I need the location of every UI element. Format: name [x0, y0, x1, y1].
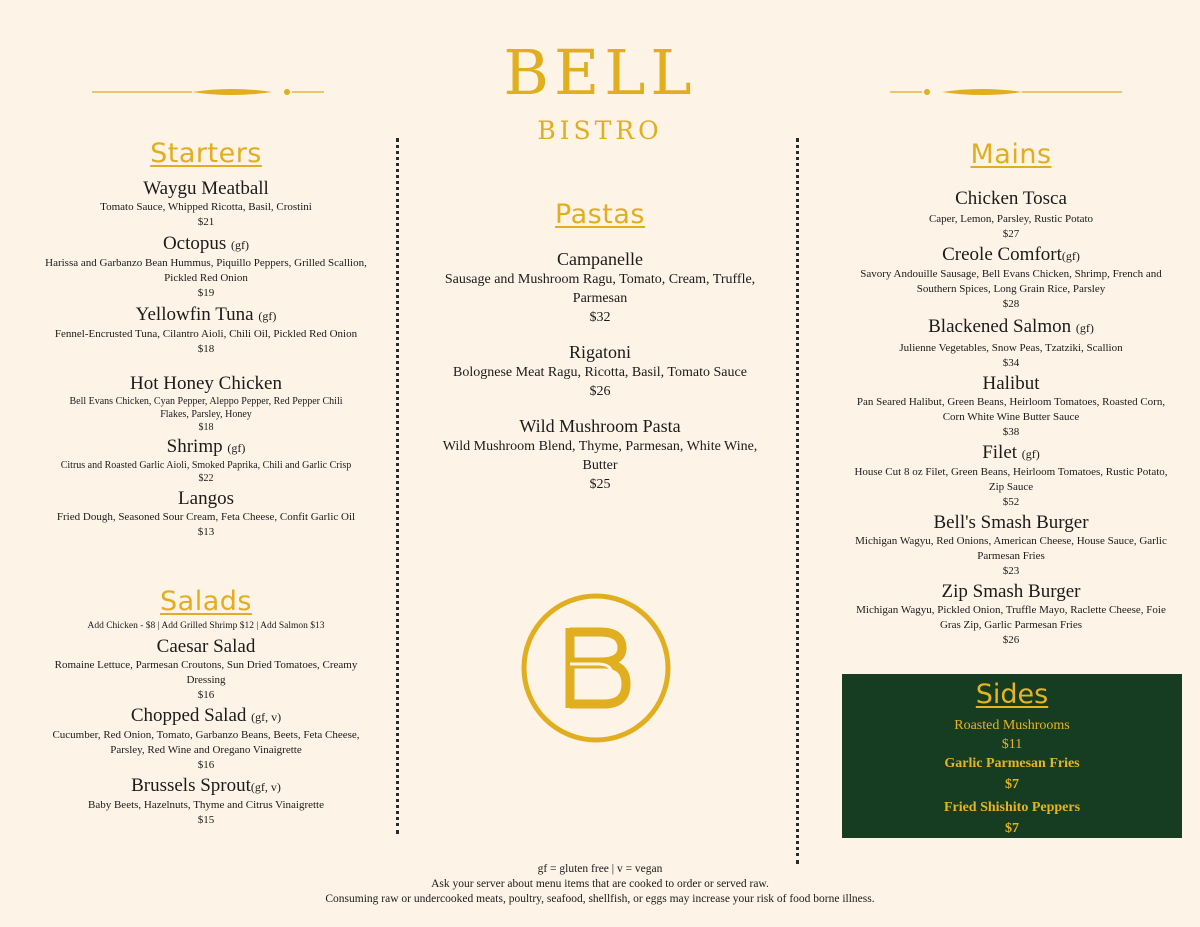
diet-tag: (gf, v): [250, 780, 281, 794]
item-description: Sausage and Mushroom Ragu, Tomato, Cream, Truffle, Parmesan: [444, 272, 756, 306]
item-price: $26: [1002, 634, 1020, 646]
menu-item: [846, 316, 1176, 371]
item-name: Wild Mushroom Pasta: [519, 416, 681, 436]
sides-heading: Sides: [975, 679, 1049, 710]
item-name: Caesar Salad: [156, 636, 256, 657]
menu-item: [846, 512, 1176, 579]
item-description: Wild Mushroom Blend, Thyme, Parmesan, White Wine, Butter: [442, 439, 758, 473]
item-description: Julienne Vegetables, Snow Peas, Tzatziki, Scallion: [899, 342, 1123, 354]
item-description: Baby Beets, Hazelnuts, Thyme and Citrus Vinaigrette: [88, 799, 324, 811]
menu-item: [40, 304, 372, 357]
item-name: Campanelle: [557, 249, 643, 269]
menu-item: [440, 248, 760, 327]
diet-tag: (gf, v): [251, 710, 282, 724]
mains-column: [846, 136, 1176, 648]
item-price: $26: [589, 384, 611, 399]
item-price: $23: [1002, 565, 1020, 577]
item-price: $19: [197, 287, 215, 299]
item-price: $16: [197, 689, 215, 701]
side-item: [842, 798, 1182, 838]
item-description: Bell Evans Chicken, Cyan Pepper, Aleppo Pepper, Red Pepper Chili Flakes, Parsley, Honey: [69, 396, 343, 420]
item-name: Bell's Smash Burger: [933, 512, 1089, 533]
item-name: Blackened Salmon: [928, 316, 1072, 337]
item-description: Citrus and Roasted Garlic Aioli, Smoked Paprika, Chili and Garlic Crisp: [60, 460, 352, 471]
menu-item: [846, 581, 1176, 648]
salad-addons: Add Chicken - $8 | Add Grilled Shrimp $12 | Add Salmon $13: [87, 621, 325, 631]
item-name: Filet: [982, 442, 1018, 463]
item-name: Yellowfin Tuna: [135, 304, 254, 325]
menu-item: [440, 415, 760, 494]
mains-heading: Mains: [970, 139, 1052, 170]
menu-item: [40, 775, 372, 828]
menu-footer: [200, 862, 1000, 907]
salads-heading: Salads: [160, 586, 252, 617]
side-item: [842, 716, 1182, 754]
item-name: Langos: [178, 488, 234, 509]
menu-item: [40, 436, 372, 485]
item-price: $13: [197, 526, 215, 538]
item-price: $18: [197, 343, 215, 355]
item-name: Brussels Sprout: [131, 775, 251, 796]
item-name: Octopus: [162, 233, 227, 254]
diet-tag: (gf): [1061, 249, 1080, 263]
ornament-right-icon: [890, 82, 1122, 102]
sides-panel: [842, 674, 1182, 838]
brand-name: BELL: [503, 36, 697, 109]
item-description: Michigan Wagyu, Red Onions, American Cheese, House Sauce, Garlic Parmesan Fries: [855, 535, 1167, 562]
side-price: $7: [1005, 777, 1019, 792]
menu-item: [40, 705, 372, 773]
item-description: Savory Andouille Sausage, Bell Evans Chicken, Shrimp, French and Southern Spices, Long Grain Rice, Parsley: [860, 268, 1162, 295]
item-name: Shrimp: [166, 436, 223, 457]
menu-item: [40, 178, 372, 230]
item-price: $34: [1002, 357, 1020, 369]
menu-item: [846, 188, 1176, 242]
pastas-column: [440, 196, 760, 494]
item-description: Fried Dough, Seasoned Sour Cream, Feta Cheese, Confit Garlic Oil: [56, 511, 356, 523]
item-name: Rigatoni: [569, 342, 631, 362]
column-divider-left: [396, 138, 399, 834]
item-description: Harissa and Garbanzo Bean Hummus, Piquillo Peppers, Grilled Scallion, Pickled Red Onion: [45, 257, 367, 284]
item-price: $32: [589, 310, 611, 325]
item-name: Halibut: [982, 373, 1040, 394]
item-description: Caper, Lemon, Parsley, Rustic Potato: [928, 213, 1094, 225]
item-name: Creole Comfort: [942, 244, 1062, 265]
item-price: $15: [197, 814, 215, 826]
side-name: Garlic Parmesan Fries: [944, 756, 1080, 771]
side-price: $7: [1005, 821, 1019, 836]
item-price: $38: [1002, 426, 1020, 438]
item-price: $52: [1002, 496, 1020, 508]
diet-tag: (gf): [1075, 321, 1094, 335]
item-price: $18: [198, 422, 214, 433]
brand-subtitle: BISTRO: [537, 116, 663, 145]
side-item: [842, 754, 1182, 794]
side-name: Fried Shishito Peppers: [943, 800, 1081, 815]
bistro-logo-icon: [518, 590, 674, 746]
diet-tag: (gf): [227, 441, 246, 455]
item-description: Michigan Wagyu, Pickled Onion, Truffle Mayo, Raclette Cheese, Foie Gras Zip, Garlic Parmesan Fries: [856, 604, 1166, 631]
item-description: Fennel-Encrusted Tuna, Cilantro Aioli, Chili Oil, Pickled Red Onion: [54, 328, 358, 340]
item-description: Cucumber, Red Onion, Tomato, Garbanzo Beans, Beets, Feta Cheese, Parsley, Red Wine and Oregano Vinaigrette: [52, 729, 360, 756]
column-divider-right: [796, 138, 799, 864]
item-price: $25: [589, 477, 611, 492]
menu-item: [846, 244, 1176, 312]
pastas-heading: Pastas: [555, 199, 645, 230]
menu-item: [40, 373, 372, 434]
menu-item: [40, 233, 372, 301]
diet-tag: (gf): [258, 309, 277, 323]
starters-column: [40, 136, 372, 540]
salads-section: [40, 584, 372, 828]
diet-legend: gf = gluten free | v = vegan: [537, 863, 663, 875]
menu-item: [846, 373, 1176, 440]
item-name: Zip Smash Burger: [941, 581, 1081, 602]
item-name: Hot Honey Chicken: [130, 373, 282, 394]
starters-heading: Starters: [150, 138, 262, 169]
item-price: $16: [197, 759, 215, 771]
item-name: Chicken Tosca: [955, 188, 1067, 209]
menu-item: [40, 488, 372, 540]
item-price: $21: [197, 216, 215, 228]
diet-tag: (gf): [1021, 447, 1040, 461]
side-name: Roasted Mushrooms: [954, 718, 1070, 733]
item-price: $28: [1002, 298, 1020, 310]
item-name: Chopped Salad: [130, 705, 247, 726]
ornament-left-icon: [92, 82, 324, 102]
footer-note: Ask your server about menu items that are cooked to order or served raw.: [431, 878, 769, 890]
health-advisory: Consuming raw or undercooked meats, poultry, seafood, shellfish, or eggs may increase your risk of food borne illness.: [325, 893, 875, 905]
item-description: Pan Seared Halibut, Green Beans, Heirloom Tomatoes, Roasted Corn, Corn White Wine Butter Sauce: [856, 396, 1166, 423]
diet-tag: (gf): [231, 238, 250, 252]
menu-item: [40, 636, 372, 703]
item-description: Romaine Lettuce, Parmesan Croutons, Sun Dried Tomatoes, Creamy Dressing: [54, 659, 358, 686]
side-price: $11: [1001, 737, 1023, 752]
item-description: Tomato Sauce, Whipped Ricotta, Basil, Crostini: [100, 201, 312, 213]
item-price: $22: [198, 473, 214, 484]
item-name: Waygu Meatball: [143, 178, 269, 199]
menu-item: [440, 341, 760, 401]
item-price: $27: [1002, 228, 1020, 240]
item-description: House Cut 8 oz Filet, Green Beans, Heirloom Tomatoes, Rustic Potato, Zip Sauce: [854, 466, 1168, 493]
item-description: Bolognese Meat Ragu, Ricotta, Basil, Tomato Sauce: [453, 365, 747, 380]
menu-item: [846, 442, 1176, 510]
